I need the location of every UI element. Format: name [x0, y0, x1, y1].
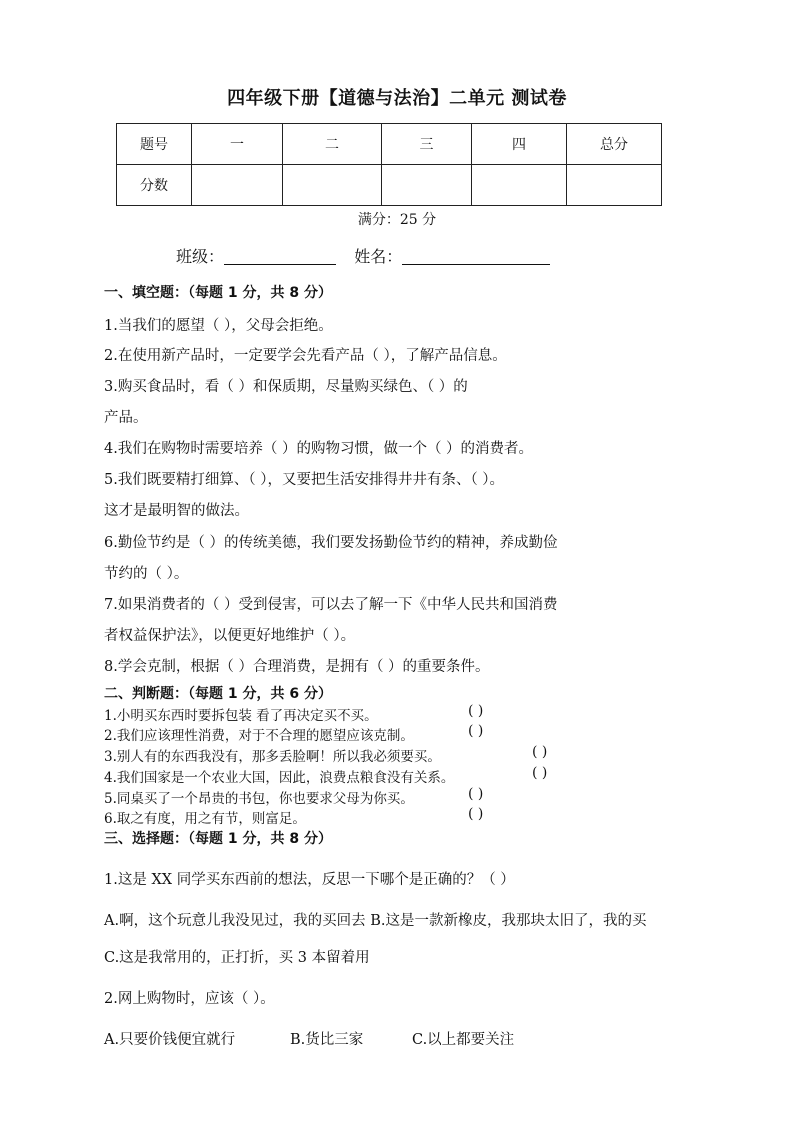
- header-cell: 四: [472, 124, 567, 165]
- judge-item: 6.取之有度，用之有节，则富足。: [104, 811, 306, 827]
- header-cell: 题号: [117, 124, 192, 165]
- judge-item: 2.我们应该理性消费，对于不合理的愿望应该克制。: [104, 728, 414, 744]
- score-table-score-row: [117, 165, 662, 206]
- score-cell[interactable]: [567, 165, 662, 206]
- score-cell[interactable]: [283, 165, 382, 206]
- fill-question-cont: 这才是最明智的做法。: [104, 503, 249, 519]
- fill-question-cont: 节约的（ ）。: [104, 566, 189, 582]
- judge-item: 5.同桌买了一个昂贵的书包，你也要求父母为你买。: [104, 791, 414, 807]
- fill-question: 8.学会克制，根据（ ）合理消费，是拥有（ ）的重要条件。: [104, 659, 490, 675]
- answer-paren[interactable]: ( ): [468, 786, 484, 802]
- fill-question: 1.当我们的愿望（ ），父母会拒绝。: [104, 318, 333, 334]
- full-mark: 满分：25 分: [357, 212, 437, 228]
- fill-question: 6.勤俭节约是（ ）的传统美德，我们要发扬勤俭节约的精神，养成勤俭: [104, 535, 558, 551]
- name-blank[interactable]: [402, 248, 550, 265]
- score-table: [116, 123, 662, 206]
- choice-option: B.货比三家: [290, 1032, 364, 1048]
- answer-paren[interactable]: ( ): [468, 703, 484, 719]
- judge-item: 1.小明买东西时要拆包装 看了再决定买不买。: [104, 708, 378, 724]
- header-cell: 总分: [567, 124, 662, 165]
- fill-question: 5.我们既要精打细算、（ ），又要把生活安排得井井有条、（ ）。: [104, 472, 505, 488]
- choice-option: C.以上都要关注: [412, 1032, 515, 1048]
- section-heading-choice: 三、选择题：（每题 1 分，共 8 分）: [104, 831, 332, 847]
- answer-paren[interactable]: ( ): [468, 806, 484, 822]
- header-cell: 一: [192, 124, 283, 165]
- fill-question: 4.我们在购物时需要培养（ ）的购物习惯，做一个（ ）的消费者。: [104, 441, 534, 457]
- choice-question-stem: 2.网上购物时，应该（ ）。: [104, 991, 275, 1007]
- name-label: 姓名：: [354, 247, 403, 266]
- score-cell[interactable]: [472, 165, 567, 206]
- answer-paren[interactable]: ( ): [532, 765, 548, 781]
- answer-paren[interactable]: ( ): [532, 744, 548, 760]
- fill-question: 7.如果消费者的（ ）受到侵害，可以去了解一下《中华人民共和国消费: [104, 597, 558, 613]
- judge-item: 3.别人有的东西我没有，那多丢脸啊！所以我必须要买。: [104, 749, 441, 765]
- choice-option: C.这是我常用的，正打折，买 3 本留着用: [104, 950, 370, 966]
- class-label: 班级：: [176, 247, 225, 266]
- choice-option: A.只要价钱便宜就行: [104, 1032, 236, 1048]
- fill-question: 2.在使用新产品时，一定要学会先看产品（ ），了解产品信息。: [104, 348, 507, 364]
- fill-question-cont: 者权益保护法》，以便更好地维护（ ）。: [104, 628, 356, 644]
- score-cell[interactable]: [192, 165, 283, 206]
- class-blank[interactable]: [224, 248, 336, 265]
- row-label-cell: 分数: [117, 165, 192, 206]
- section-heading-judge: 二、判断题：（每题 1 分，共 6 分）: [104, 686, 332, 702]
- header-cell: 三: [382, 124, 472, 165]
- section-heading-fill: 一、填空题：（每题 1 分，共 8 分）: [104, 285, 332, 301]
- choice-question-stem: 1.这是 XX 同学买东西前的想法，反思一下哪个是正确的？（ ）: [104, 872, 515, 888]
- fill-question-cont: 产品。: [104, 410, 148, 426]
- answer-paren[interactable]: ( ): [468, 723, 484, 739]
- choice-options: A.啊，这个玩意儿我没见过，我的买回去 B.这是一款新橡皮，我那块太旧了，我的买: [104, 913, 647, 929]
- score-cell[interactable]: [382, 165, 472, 206]
- fill-question: 3.购买食品时，看（ ）和保质期，尽量购买绿色、（ ）的: [104, 379, 468, 395]
- exam-title: 四年级下册【道德与法治】二单元 测试卷: [227, 88, 567, 109]
- student-info-line: [176, 244, 550, 267]
- judge-item: 4.我们国家是一个农业大国，因此，浪费点粮食没有关系。: [104, 770, 455, 786]
- header-cell: 二: [283, 124, 382, 165]
- score-table-header-row: [117, 124, 662, 165]
